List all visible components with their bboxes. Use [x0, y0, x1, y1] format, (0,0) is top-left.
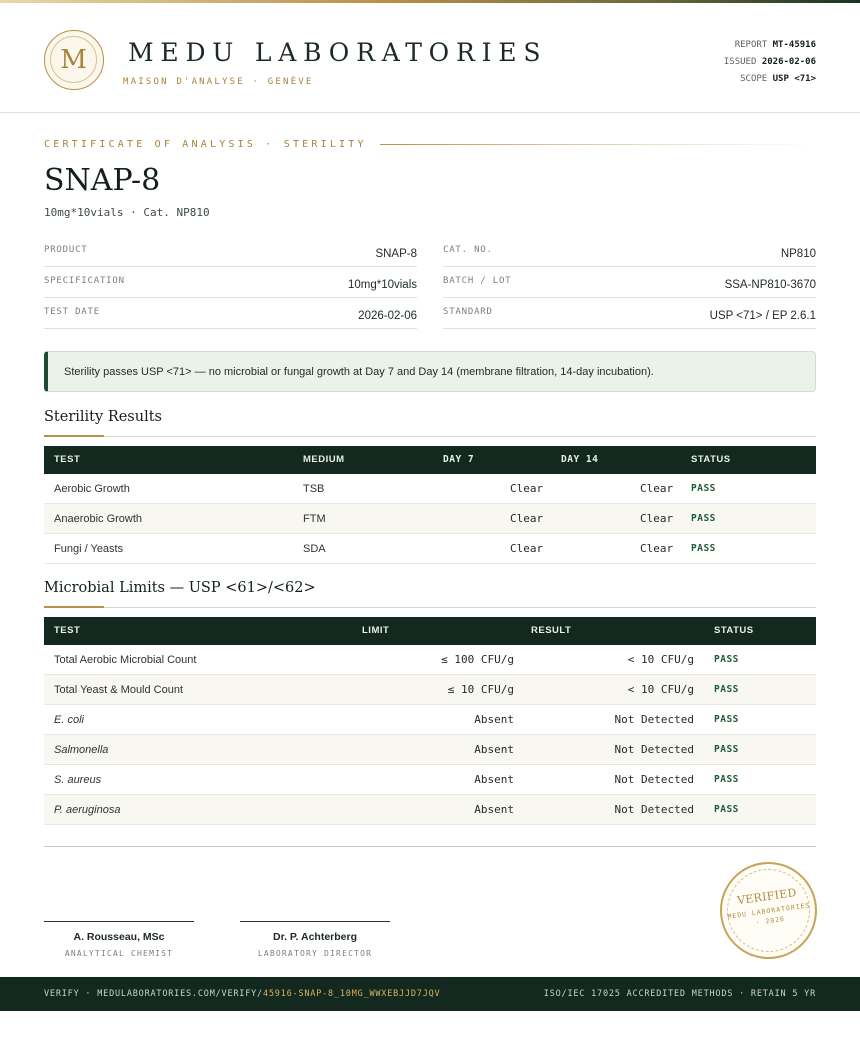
signatory-role: ANALYTICAL CHEMIST — [64, 949, 174, 958]
info-row-cat-no — [443, 236, 816, 267]
product-subline: 10mg*10vials · Cat. NP810 — [44, 206, 210, 219]
seal-sub-text: MEDU LABORATORIES · 2026 — [727, 901, 811, 927]
signature-line — [240, 921, 390, 922]
brand-subtitle: MAISON D'ANALYSE · GENÈVE — [123, 77, 314, 87]
signature-block — [44, 921, 194, 958]
certificate-eyebrow: CERTIFICATE OF ANALYSIS · STERILITY — [44, 139, 367, 150]
signatory-role: LABORATORY DIRECTOR — [257, 949, 373, 958]
section-divider — [44, 436, 816, 437]
sterility-table — [44, 446, 816, 564]
day7-result: Clear — [510, 542, 544, 555]
medium: FTM — [303, 513, 326, 525]
info-value: SNAP-8 — [375, 248, 417, 260]
status-badge: PASS — [714, 774, 739, 785]
limit: Absent — [474, 713, 514, 726]
limit: Absent — [474, 743, 514, 756]
status-badge: PASS — [714, 714, 739, 725]
test-name: Total Aerobic Microbial Count — [54, 654, 197, 666]
info-row-product — [44, 236, 417, 267]
test-name: P. aeruginosa — [54, 804, 121, 816]
table-row — [44, 645, 816, 675]
column-header: MEDIUM — [303, 454, 345, 465]
table-row — [44, 474, 816, 504]
table-row — [44, 705, 816, 735]
info-value: NP810 — [780, 248, 816, 260]
result: < 10 CFU/g — [627, 653, 694, 666]
report-meta — [724, 37, 816, 88]
column-header: STATUS — [691, 454, 731, 465]
page-title: SNAP-8 — [44, 163, 161, 198]
status-badge: PASS — [714, 804, 739, 815]
info-value: 2026-02-06 — [358, 310, 417, 322]
day14-result: Clear — [640, 542, 674, 555]
accreditation-note: ISO/IEC 17025 ACCREDITED METHODS · RETAIN 5 YR — [543, 989, 816, 999]
result: Not Detected — [614, 773, 694, 786]
signatory-name: Dr. P. Achterberg — [272, 931, 358, 943]
test-name: Total Yeast & Mould Count — [54, 684, 184, 696]
result: < 10 CFU/g — [627, 683, 694, 696]
section-accent — [44, 435, 104, 437]
result: Not Detected — [614, 713, 694, 726]
table-row — [44, 675, 816, 705]
test-name: Salmonella — [54, 744, 109, 756]
table-row — [44, 735, 816, 765]
medium: TSB — [303, 483, 325, 495]
logo — [44, 30, 104, 90]
table-header — [44, 446, 816, 474]
column-header: DAY 7 — [443, 454, 475, 465]
signature-divider — [44, 846, 816, 847]
info-label: BATCH / LOT — [443, 275, 512, 286]
section-accent — [44, 606, 104, 608]
info-label: CAT. NO. — [443, 244, 493, 255]
column-header: TEST — [54, 625, 81, 636]
medium: SDA — [303, 543, 326, 555]
info-row-specification — [44, 267, 417, 298]
info-label: TEST DATE — [44, 306, 100, 317]
status-badge: PASS — [691, 483, 716, 494]
limit: Absent — [474, 773, 514, 786]
test-name: Anaerobic Growth — [54, 513, 143, 525]
table-row — [44, 534, 816, 564]
header — [0, 3, 860, 113]
column-header: DAY 14 — [561, 454, 599, 465]
scope: SCOPE USP <71> — [740, 74, 816, 84]
seal-main-text: VERIFIED — [736, 886, 798, 908]
sterility-summary-callout: Sterility passes USP <71> — no microbial or fungal growth at Day 7 and Day 14 (membrane filtration, 14-day incubation). — [44, 351, 816, 392]
test-name: Aerobic Growth — [54, 483, 130, 495]
info-grid-left — [44, 236, 417, 329]
footer — [0, 977, 860, 1011]
info-label: PRODUCT — [44, 244, 88, 255]
info-value: 10mg*10vials — [347, 279, 417, 291]
day14-result: Clear — [640, 512, 674, 525]
limit: Absent — [474, 803, 514, 816]
column-header: RESULT — [531, 625, 572, 636]
info-row-batch — [443, 267, 816, 298]
table-row — [44, 765, 816, 795]
result: Not Detected — [614, 803, 694, 816]
test-name: E. coli — [54, 714, 84, 726]
info-grid-right — [443, 236, 816, 329]
info-row-test-date — [44, 298, 417, 329]
info-label: STANDARD — [443, 306, 493, 317]
signature-line — [44, 921, 194, 922]
day14-result: Clear — [640, 482, 674, 495]
column-header: LIMIT — [362, 625, 390, 636]
info-value: SSA-NP810-3670 — [724, 279, 816, 291]
logo-monogram: M — [50, 36, 97, 83]
test-name: S. aureus — [54, 774, 102, 786]
verified-seal — [720, 862, 817, 959]
info-label: SPECIFICATION — [44, 275, 125, 286]
column-header: TEST — [54, 454, 81, 465]
section-divider — [44, 607, 816, 608]
microbial-table — [44, 617, 816, 825]
status-badge: PASS — [691, 543, 716, 554]
status-badge: PASS — [714, 744, 739, 755]
issued-date: ISSUED 2026-02-06 — [723, 57, 816, 67]
day7-result: Clear — [510, 512, 544, 525]
status-badge: PASS — [691, 513, 716, 524]
day7-result: Clear — [510, 482, 544, 495]
table-header — [44, 617, 816, 645]
table-row — [44, 504, 816, 534]
signatory-name: A. Rousseau, MSc — [73, 931, 165, 943]
verify-code: 45916-SNAP-8_10MG_WWXEBJJD7JQV — [262, 989, 441, 999]
result: Not Detected — [614, 743, 694, 756]
column-header: STATUS — [714, 625, 754, 636]
info-row-standard — [443, 298, 816, 329]
info-value: USP <71> / EP 2.6.1 — [709, 310, 816, 322]
status-badge: PASS — [714, 684, 739, 695]
table-row — [44, 795, 816, 825]
verify-link[interactable]: VERIFY · MEDULABORATORIES.COM/VERIFY/45916-SNAP-8_10MG_WWXEBJJD7JQV — [44, 989, 441, 999]
report-number: REPORT MT-45916 — [734, 40, 816, 50]
sterility-section-title: Sterility Results — [44, 409, 162, 425]
status-badge: PASS — [714, 654, 739, 665]
test-name: Fungi / Yeasts — [54, 543, 124, 555]
signature-block — [240, 921, 390, 958]
microbial-section-title: Microbial Limits — USP <61>/<62> — [44, 580, 316, 596]
limit: ≤ 10 CFU/g — [447, 683, 514, 696]
limit: ≤ 100 CFU/g — [441, 653, 514, 666]
eyebrow-divider — [380, 144, 816, 145]
brand-name: MEDU LABORATORIES — [128, 38, 548, 67]
